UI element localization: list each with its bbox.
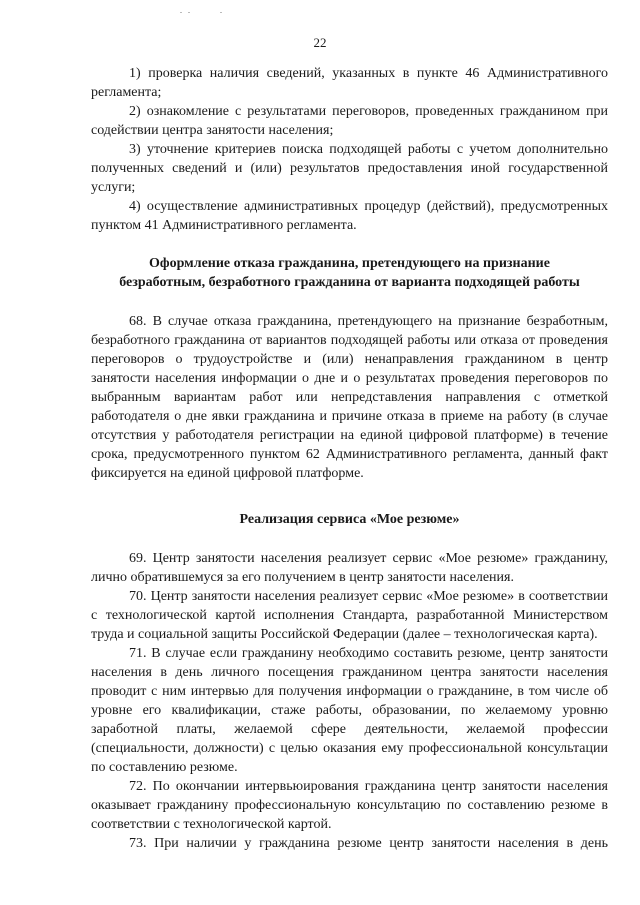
list-item-4: 4) осуществление административных процедур (действий), предусмотренных пунктом 41 Административного регламента. bbox=[91, 199, 608, 233]
paragraph-69: 69. Центр занятости населения реализует сервис «Мое резюме» гражданину, лично обратившемуся за его получением в центр занятости населения. bbox=[91, 551, 608, 585]
scan-specks bbox=[180, 12, 240, 15]
paragraph-68: 68. В случае отказа гражданина, претендующего на признание безработным, безработного гражданина от вариантов подходящей работы или отказа от проведения переговоров о трудоустройстве и (или) ненаправления гражданином в центр занятости населения информации о дне и о результатах проведения переговоров по выбранным вариантам работ или непредставления направления с отметкой работодателя о дне явки гражданина и причине отказа в приеме на работу (в случае отсутствия у работодателя регистрации на единой цифровой платформе) в течение срока, предусмотренного пунктом 62 Административного регламента, данный факт фиксируется на единой цифровой платформе. bbox=[91, 314, 608, 481]
section-heading-resume: Реализация сервиса «Мое резюме» bbox=[239, 512, 460, 527]
list-item-2: 2) ознакомление с результатами переговоров, проведенных гражданином при содействии центра занятости населения; bbox=[91, 104, 608, 138]
section-heading-refusal bbox=[91, 254, 608, 292]
page-number: 22 bbox=[313, 35, 327, 50]
list-item-1: 1) проверка наличия сведений, указанных в пункте 46 Административного регламента; bbox=[91, 66, 608, 100]
list-item-3: 3) уточнение критериев поиска подходящей работы с учетом дополнительно полученных сведений и (или) результатов предоставления иной государственной услуги; bbox=[91, 142, 608, 195]
paragraph-73: 73. При наличии у гражданина резюме центр занятости населения в день bbox=[129, 836, 608, 851]
section-heading-refusal-line2: безработным, безработного гражданина от варианта подходящей работы bbox=[119, 275, 580, 290]
paragraph-72: 72. По окончании интервьюирования гражданина центр занятости населения оказывает гражданину профессиональную консультацию по составлению резюме в соответствии с технологической картой. bbox=[91, 779, 608, 832]
paragraph-70: 70. Центр занятости населения реализует сервис «Мое резюме» в соответствии с технологической картой исполнения Стандарта, разработанной Министерством труда и социальной защиты Российской Федерации (далее – технологическая карта). bbox=[91, 589, 608, 642]
section-heading-refusal-line1: Оформление отказа гражданина, претендующего на признание bbox=[149, 256, 550, 271]
paragraph-71: 71. В случае если гражданину необходимо составить резюме, центр занятости населения в день личного посещения гражданином центра занятости населения проводит с ним интервью для получения информации о гражданине, в том числе об уровне его квалификации, стаже работы, образовании, по желаемому уровню заработной платы, желаемой сфере деятельности, желаемой профессии (специальности, должности) с целью оказания ему профессиональной консультации по составлению резюме. bbox=[91, 646, 608, 775]
page-body bbox=[91, 64, 608, 853]
